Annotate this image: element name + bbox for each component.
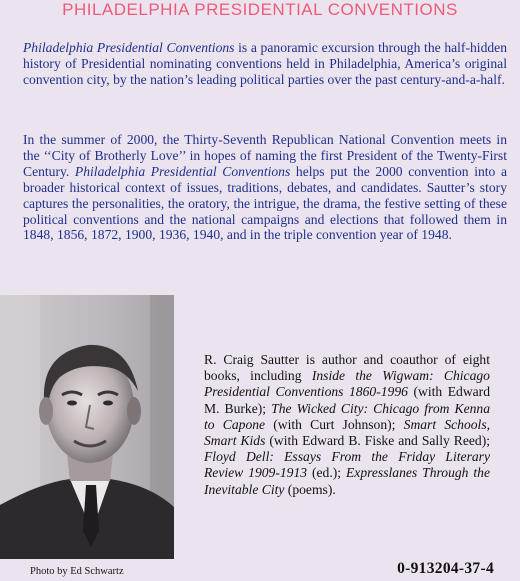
bio-text: (with Curt Johnson); [265,416,404,432]
author-bio [204,352,490,498]
intro-paragraph [23,40,507,88]
summary-paragraph [23,132,507,243]
author-portrait-image [0,295,174,559]
bio-text: (ed.); [307,465,346,481]
intro-text: is a panoramic excursion through the half-hidden history of Presidential nominating conventions held in Philadelphia, America’s original convention city, by the nation’s leading political parties over the past century-and-a-half. [23,40,507,87]
book-title-italic: Inside the Wigwam: Chicago Presidential Conventions 1860-1996 [204,368,490,400]
book-title-italic: Expresslanes Through the Inevitable City [204,465,490,497]
bio-text: (with Edward M. Burke); [204,384,490,416]
isbn-number: 0-913204-37-4 [397,560,494,577]
photo-credit: Photo by Ed Schwartz [30,566,124,577]
cover-title: PHILADELPHIA PRESIDENTIAL CONVENTIONS [62,0,458,19]
book-title-italic: The Wicked City: Chicago from Kenna to Capone [204,400,490,432]
bio-text: R. Craig Sautter is author and coauthor of eight books, including [204,352,490,384]
bio-text: (with Edward B. Fiske and Sally Reed); [265,433,490,449]
bio-text: (poems). [284,481,336,497]
summary-text-a: In the summer of 2000, the Thirty-Seventh Republican National Convention meets in the ‘‘City of Brotherly Love’’ in hopes of naming the first President of the Twenty-First Century. [23,132,507,179]
book-title-italic: Philadelphia Presidential Conventions [74,163,291,179]
summary-text-b: helps put the 2000 convention into a broader historical context of issues, traditions, debates, and candidates. Sautter’s story captures the personalities, the oratory, the intrigue, the drama, the festive setting of these political conventions and the national campaigns and elections that followed them in 1848, 1856, 1872, 1900, 1936, 1940, and in the triple convention year of 1948. [23,163,507,243]
book-title-italic: Philadelphia Presidential Conventions [23,40,235,55]
author-photo [0,295,174,559]
book-title-italic: Floyd Dell: Essays From the Friday Literary Review 1909-1913 [204,449,490,481]
book-title-italic: Smart Schools, Smart Kids [204,416,491,449]
